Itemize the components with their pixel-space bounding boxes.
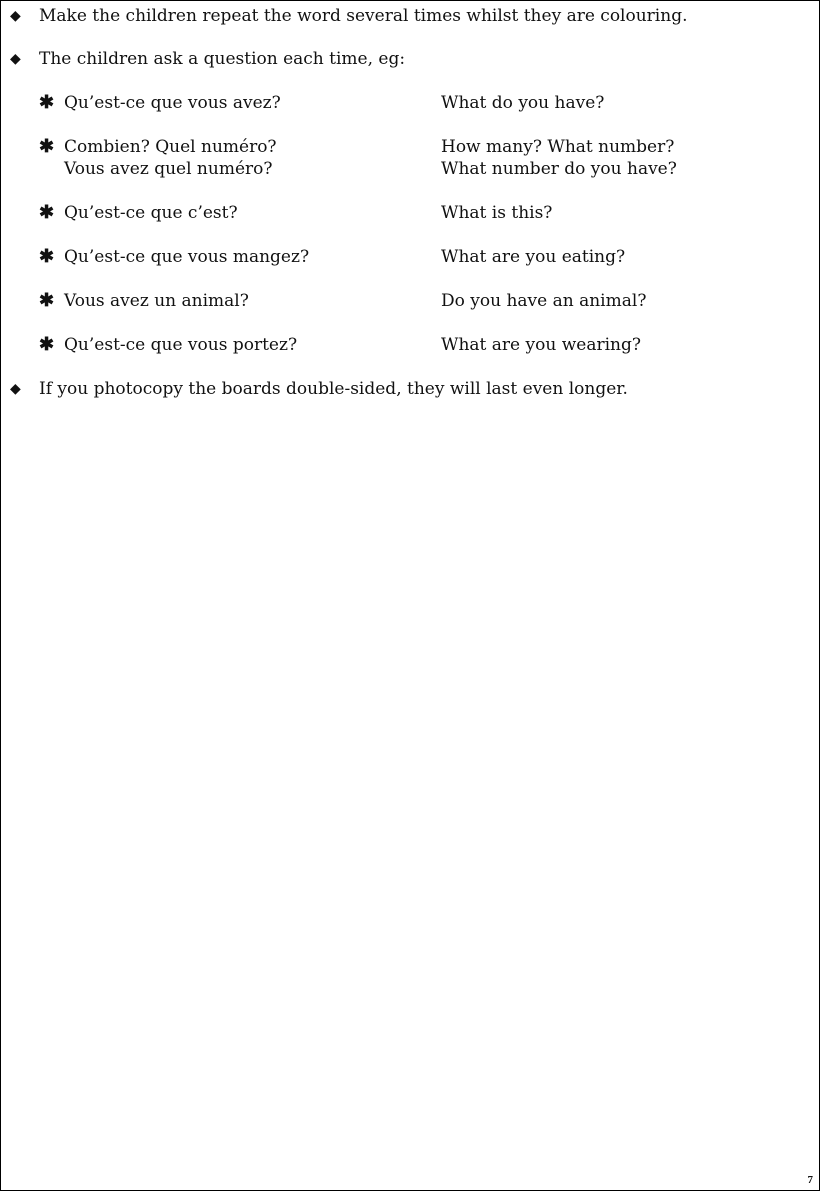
diamond-bullet-icon: ◆ bbox=[10, 381, 21, 397]
question-english: What do you have? bbox=[441, 93, 605, 113]
question-french: Vous avez un animal? bbox=[64, 291, 249, 311]
page-number: 7 bbox=[807, 1174, 813, 1186]
question-english: How many? What number? bbox=[441, 137, 675, 157]
diamond-bullet-icon: ◆ bbox=[10, 8, 21, 24]
instruction-3: If you photocopy the boards double-sided, they will last even longer. bbox=[39, 379, 628, 399]
diamond-bullet-icon: ◆ bbox=[10, 51, 21, 67]
asterisk-bullet-icon: ✱ bbox=[39, 136, 55, 157]
question-french: Combien? Quel numéro? bbox=[64, 137, 277, 157]
asterisk-bullet-icon: ✱ bbox=[39, 290, 55, 311]
asterisk-bullet-icon: ✱ bbox=[39, 202, 55, 223]
question-french: Qu’est-ce que vous mangez? bbox=[64, 247, 310, 267]
instruction-2: The children ask a question each time, eg: bbox=[39, 49, 406, 69]
asterisk-bullet-icon: ✱ bbox=[39, 92, 55, 113]
question-french: Qu’est-ce que c’est? bbox=[64, 203, 238, 223]
asterisk-bullet-icon: ✱ bbox=[39, 246, 55, 267]
question-english-alt: What number do you have? bbox=[441, 159, 677, 179]
question-english: What is this? bbox=[441, 203, 553, 223]
question-english: What are you wearing? bbox=[441, 335, 641, 355]
question-french: Qu’est-ce que vous avez? bbox=[64, 93, 281, 113]
question-french-alt: Vous avez quel numéro? bbox=[64, 159, 273, 179]
question-english: What are you eating? bbox=[441, 247, 626, 267]
instruction-1: Make the children repeat the word several times whilst they are colouring. bbox=[39, 6, 688, 26]
asterisk-bullet-icon: ✱ bbox=[39, 334, 55, 355]
question-french: Qu’est-ce que vous portez? bbox=[64, 335, 298, 355]
question-english: Do you have an animal? bbox=[441, 291, 647, 311]
